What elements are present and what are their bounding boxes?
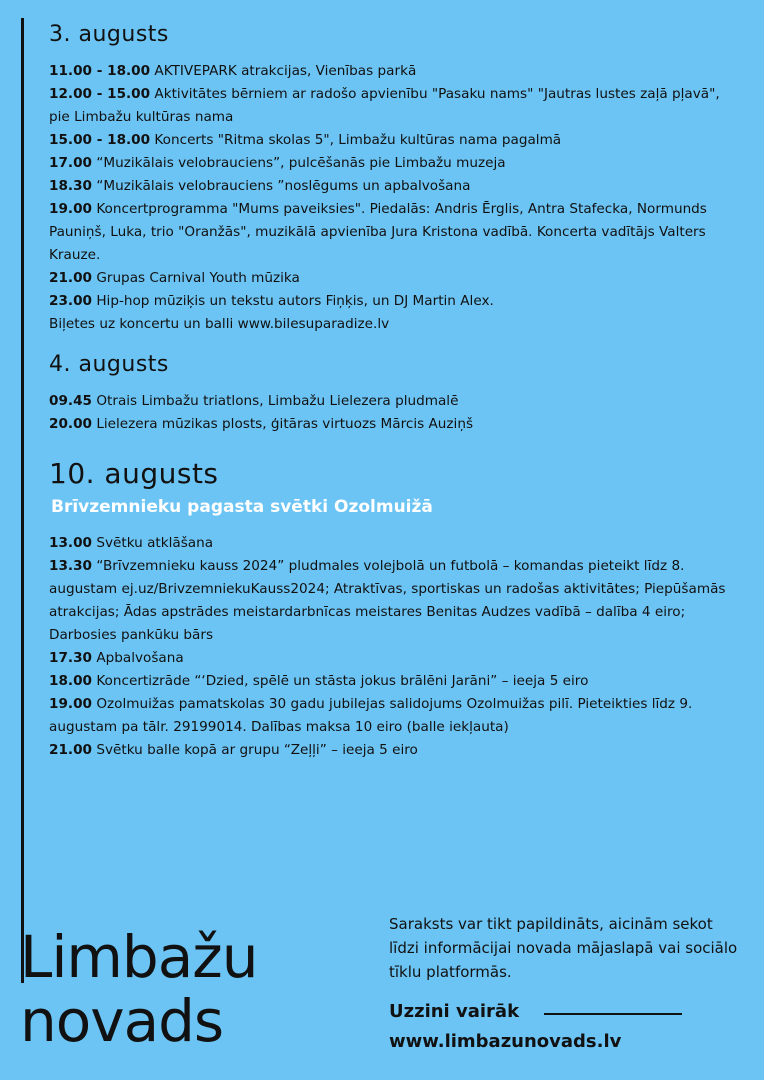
event-text: Koncertprogramma "Mums paveiksies". Piedalās: Andris Ērglis, Antra Stafecka, Normunds Pauniņš, Luka, trio "Oranžās", muzikālā apvienība Jura Kristona vadībā. Koncerta vadītājs Valters Krauze. bbox=[49, 201, 707, 263]
event-item bbox=[49, 693, 739, 739]
more-info-label: Uzzini vairāk bbox=[389, 1001, 520, 1022]
event-item bbox=[49, 267, 739, 290]
event-item bbox=[49, 555, 739, 647]
event-time: 11.00 - 18.00 bbox=[49, 63, 151, 79]
day-section-10-august bbox=[49, 456, 739, 762]
day-title: 4. augusts bbox=[49, 352, 169, 377]
event-item bbox=[49, 532, 739, 555]
event-text: Ozolmuižas pamatskolas 30 gadu jubilejas salidojums Ozolmuižas pilī. Pieteikties līdz 9. augustam pa tālr. 29199014. Dalības maksa 10 eiro (balle iekļauta) bbox=[49, 696, 693, 735]
event-time: 18.00 bbox=[49, 673, 92, 689]
event-text: “Muzikālais velobrauciens”, pulcēšanās pie Limbažu muzeja bbox=[92, 155, 506, 171]
event-time: 13.30 bbox=[49, 558, 92, 574]
day-section-3-august bbox=[49, 20, 739, 336]
event-item bbox=[49, 152, 739, 175]
event-text: Grupas Carnival Youth mūzika bbox=[92, 270, 300, 286]
event-item bbox=[49, 390, 739, 413]
event-text: Lielezera mūzikas plosts, ģitāras virtuozs Mārcis Auziņš bbox=[92, 416, 474, 432]
footer-note: Saraksts var tikt papildināts, aicinām sekot līdzi informācijai novada mājaslapā vai sociālo tīklu platformās. bbox=[389, 915, 738, 981]
event-time: 19.00 bbox=[49, 696, 92, 712]
event-time: 21.00 bbox=[49, 270, 92, 286]
event-item bbox=[49, 83, 739, 129]
event-item bbox=[49, 198, 739, 267]
day-subtitle: Brīvzemnieku pagasta svētki Ozolmuižā bbox=[51, 497, 433, 517]
event-item bbox=[49, 60, 739, 83]
event-time: 09.45 bbox=[49, 393, 92, 409]
event-list bbox=[49, 390, 739, 436]
event-item bbox=[49, 647, 739, 670]
event-time: 12.00 - 15.00 bbox=[49, 86, 151, 102]
day-section-4-august bbox=[49, 350, 739, 436]
divider-line bbox=[544, 1013, 682, 1015]
logo-line-2: novads bbox=[20, 987, 224, 1055]
day-title: 3. augusts bbox=[49, 22, 169, 47]
event-text: “Muzikālais velobrauciens ”noslēgums un apbalvošana bbox=[92, 178, 471, 194]
vertical-rule bbox=[21, 18, 24, 983]
event-item bbox=[49, 670, 739, 693]
event-item bbox=[49, 290, 739, 313]
event-text: Apbalvošana bbox=[92, 650, 184, 666]
schedule bbox=[49, 20, 739, 762]
event-text: AKTIVEPARK atrakcijas, Vienības parkā bbox=[150, 63, 417, 79]
event-text: Koncertizrāde “‘Dzied, spēlē un stāsta jokus brālēni Jarāni” – ieeja 5 eiro bbox=[92, 673, 589, 689]
logo-line-1: Limbažu bbox=[20, 923, 258, 991]
event-text: Aktivitātes bērniem ar radošo apvienību "Pasaku nams" "Jautras lustes zaļā pļavā", pie Limbažu kultūras nama bbox=[49, 86, 720, 125]
event-time: 20.00 bbox=[49, 416, 92, 432]
event-text: “Brīvzemnieku kauss 2024” pludmales volejbolā un futbolā – komandas pieteikt līdz 8. augustam ej.uz/BrivzemniekuKauss2024; Atraktīvas, sportiskas un radošas aktivitātes; Piepūšamās atrakcijas; Ādas apstrādes meistardarbnīcas meistares Benitas Audzes vadībā – dalība 4 eiro; Darbosies pankūku bārs bbox=[49, 558, 726, 643]
event-time: 15.00 - 18.00 bbox=[49, 132, 151, 148]
event-text: Biļetes uz koncertu un balli www.bilesuparadize.lv bbox=[49, 316, 390, 332]
event-list bbox=[49, 60, 739, 336]
event-text: Svētku atklāšana bbox=[92, 535, 214, 551]
event-list bbox=[49, 532, 739, 762]
event-text: Koncerts "Ritma skolas 5", Limbažu kultūras nama pagalmā bbox=[150, 132, 562, 148]
event-text: Otrais Limbažu triatlons, Limbažu Lielezera pludmalē bbox=[92, 393, 459, 409]
event-time: 21.00 bbox=[49, 742, 92, 758]
event-text: Svētku balle kopā ar grupu “Zeļļi” – ieeja 5 eiro bbox=[92, 742, 418, 758]
event-item bbox=[49, 175, 739, 198]
limbazu-novads-logo bbox=[20, 925, 258, 1053]
event-item bbox=[49, 739, 739, 762]
event-item bbox=[49, 129, 739, 152]
event-time: 19.00 bbox=[49, 201, 92, 217]
website-link[interactable]: www.limbazunovads.lv bbox=[389, 1031, 622, 1052]
event-time: 13.00 bbox=[49, 535, 92, 551]
ticket-info bbox=[49, 313, 739, 336]
event-time: 23.00 bbox=[49, 293, 92, 309]
event-time: 18.30 bbox=[49, 178, 92, 194]
event-item bbox=[49, 413, 739, 436]
event-time: 17.30 bbox=[49, 650, 92, 666]
day-title: 10. augusts bbox=[49, 457, 219, 490]
event-time: 17.00 bbox=[49, 155, 92, 171]
event-text: Hip-hop mūziķis un tekstu autors Fiņķis, un DJ Martin Alex. bbox=[92, 293, 494, 309]
